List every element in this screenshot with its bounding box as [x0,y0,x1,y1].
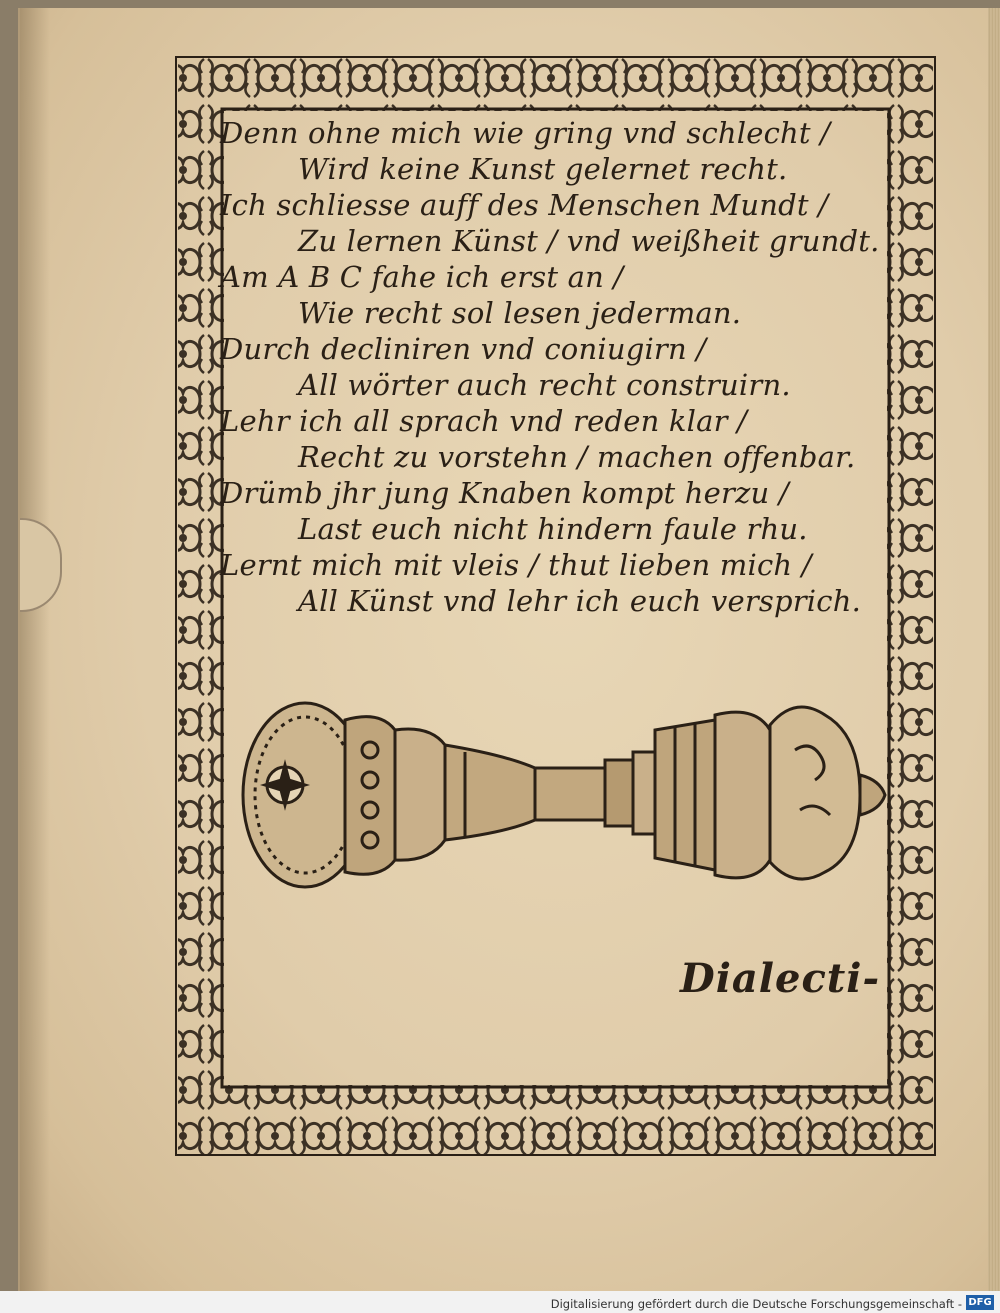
verse-line-11: Drümb jhr jung Knaben kompt herzu / [220,476,789,510]
dfg-logo: DFG [966,1295,994,1310]
verse-line-3: Ich schliesse auff des Menschen Mundt / [220,188,829,222]
verse-line-2: Wird keine Kunst gelernet recht. [298,152,788,186]
verse-block [220,115,880,619]
verse-line-8: All wörter auch recht construirn. [298,368,791,402]
catchword: Dialecti- [680,955,881,1002]
verse-line-13: Lernt mich mit vleis / thut lieben mich / [220,548,812,582]
verse-line-6: Wie recht sol lesen jederman. [298,296,742,330]
verse-line-9: Lehr ich all sprach vnd reden klar / [220,404,748,438]
verse-line-7: Durch decliniren vnd coniugirn / [220,332,707,366]
verse-line-12: Last euch nicht hindern faule rhu. [298,512,808,546]
gutter-shadow [20,8,50,1293]
woodcut-key-illustration [235,690,900,910]
verse-line-1: Denn ohne mich wie gring vnd schlecht / [220,116,831,150]
page-clip [20,518,62,612]
verse-line-4: Zu lernen Künst / vnd weißheit grundt. [298,224,880,258]
verse-line-14: All Künst vnd lehr ich euch versprich. [298,584,862,618]
verse-line-10: Recht zu vorstehn / machen offenbar. [298,440,856,474]
page-edge [988,8,1000,1293]
footer-bar [0,1291,1000,1313]
verse-line-5: Am A B C fahe ich erst an / [220,260,624,294]
footer-credit: Digitalisierung gefördert durch die Deutsche Forschungsgemeinschaft - [550,1297,962,1311]
